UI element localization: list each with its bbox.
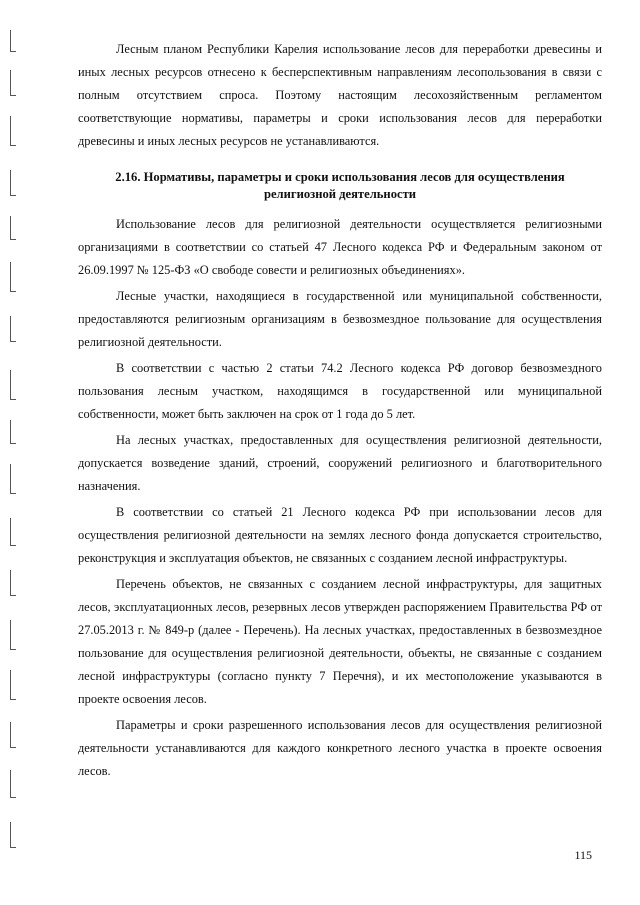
margin-mark: [10, 570, 11, 596]
margin-mark: [10, 620, 11, 650]
margin-mark: [10, 316, 11, 342]
paragraph: Перечень объектов, не связанных с созданием лесной инфраструктуры, для защитных лесов, эксплуатационных лесов, резервных лесов утвержден распоряжением Правительства РФ от 27.05.2013 г. № 849-р (далее - Перечень). На лесных участках, предоставленных в безвозмездное пользование для осуществления религиозной деятельности, объекты, не связанные с созданием лесной инфраструктуры (согласно пункту 7 Перечня), и их местоположение указываются в проекте освоения лесов.: [78, 577, 602, 706]
paragraph: Параметры и сроки разрешенного использования лесов для осуществления религиозной деятельности устанавливаются для каждого конкретного лесного участка в проекте освоения лесов.: [78, 718, 602, 778]
margin-mark: [10, 30, 11, 52]
page-number: 115: [574, 848, 592, 862]
margin-mark: [10, 770, 11, 798]
margin-mark: [10, 420, 11, 444]
document-body: [78, 38, 602, 783]
margin-mark: [10, 262, 11, 292]
margin-mark: [10, 722, 11, 748]
margin-mark: [10, 670, 11, 700]
margin-mark: [10, 170, 11, 196]
paragraph: На лесных участках, предоставленных для осуществления религиозной деятельности, допускается возведение зданий, строений, сооружений религиозного и благотворительного назначения.: [78, 433, 602, 493]
margin-mark: [10, 464, 11, 494]
section-heading: 2.16. Нормативы, параметры и сроки использования лесов для осуществления религиозной деятельности: [115, 170, 565, 201]
margin-mark: [10, 116, 11, 146]
margin-mark: [10, 822, 11, 848]
margin-mark: [10, 370, 11, 400]
paragraph: В соответствии с частью 2 статьи 74.2 Лесного кодекса РФ договор безвозмездного пользования лесным участком, находящимся в государственной или муниципальной собственности, может быть заключен на срок от 1 года до 5 лет.: [78, 361, 602, 421]
margin-mark: [10, 70, 11, 96]
margin-mark: [10, 216, 11, 240]
intro-paragraph: Лесным планом Республики Карелия использование лесов для переработки древесины и иных лесных ресурсов отнесено к бесперспективным направлениям лесопользования в связи с полным отсутствием спроса. Поэтому настоящим лесохозяйственным регламентом соответствующие нормативы, параметры и сроки использования лесов для переработки древесины и иных лесных ресурсов не устанавливаются.: [78, 42, 602, 148]
paragraph: В соответствии со статьей 21 Лесного кодекса РФ при использовании лесов для осуществления религиозной деятельности на землях лесного фонда допускается строительство, реконструкция и эксплуатация объектов, не связанных с созданием лесной инфраструктуры.: [78, 505, 602, 565]
binding-margin-marks: [10, 30, 24, 870]
paragraph: Использование лесов для религиозной деятельности осуществляется религиозными организациями в соответствии со статьей 47 Лесного кодекса РФ и Федеральным законом от 26.09.1997 № 125-ФЗ «О свободе совести и религиозных объединениях».: [78, 217, 602, 277]
paragraph: Лесные участки, находящиеся в государственной или муниципальной собственности, предоставляются религиозным организациям в безвозмездное пользование для осуществления религиозной деятельности.: [78, 289, 602, 349]
margin-mark: [10, 518, 11, 546]
